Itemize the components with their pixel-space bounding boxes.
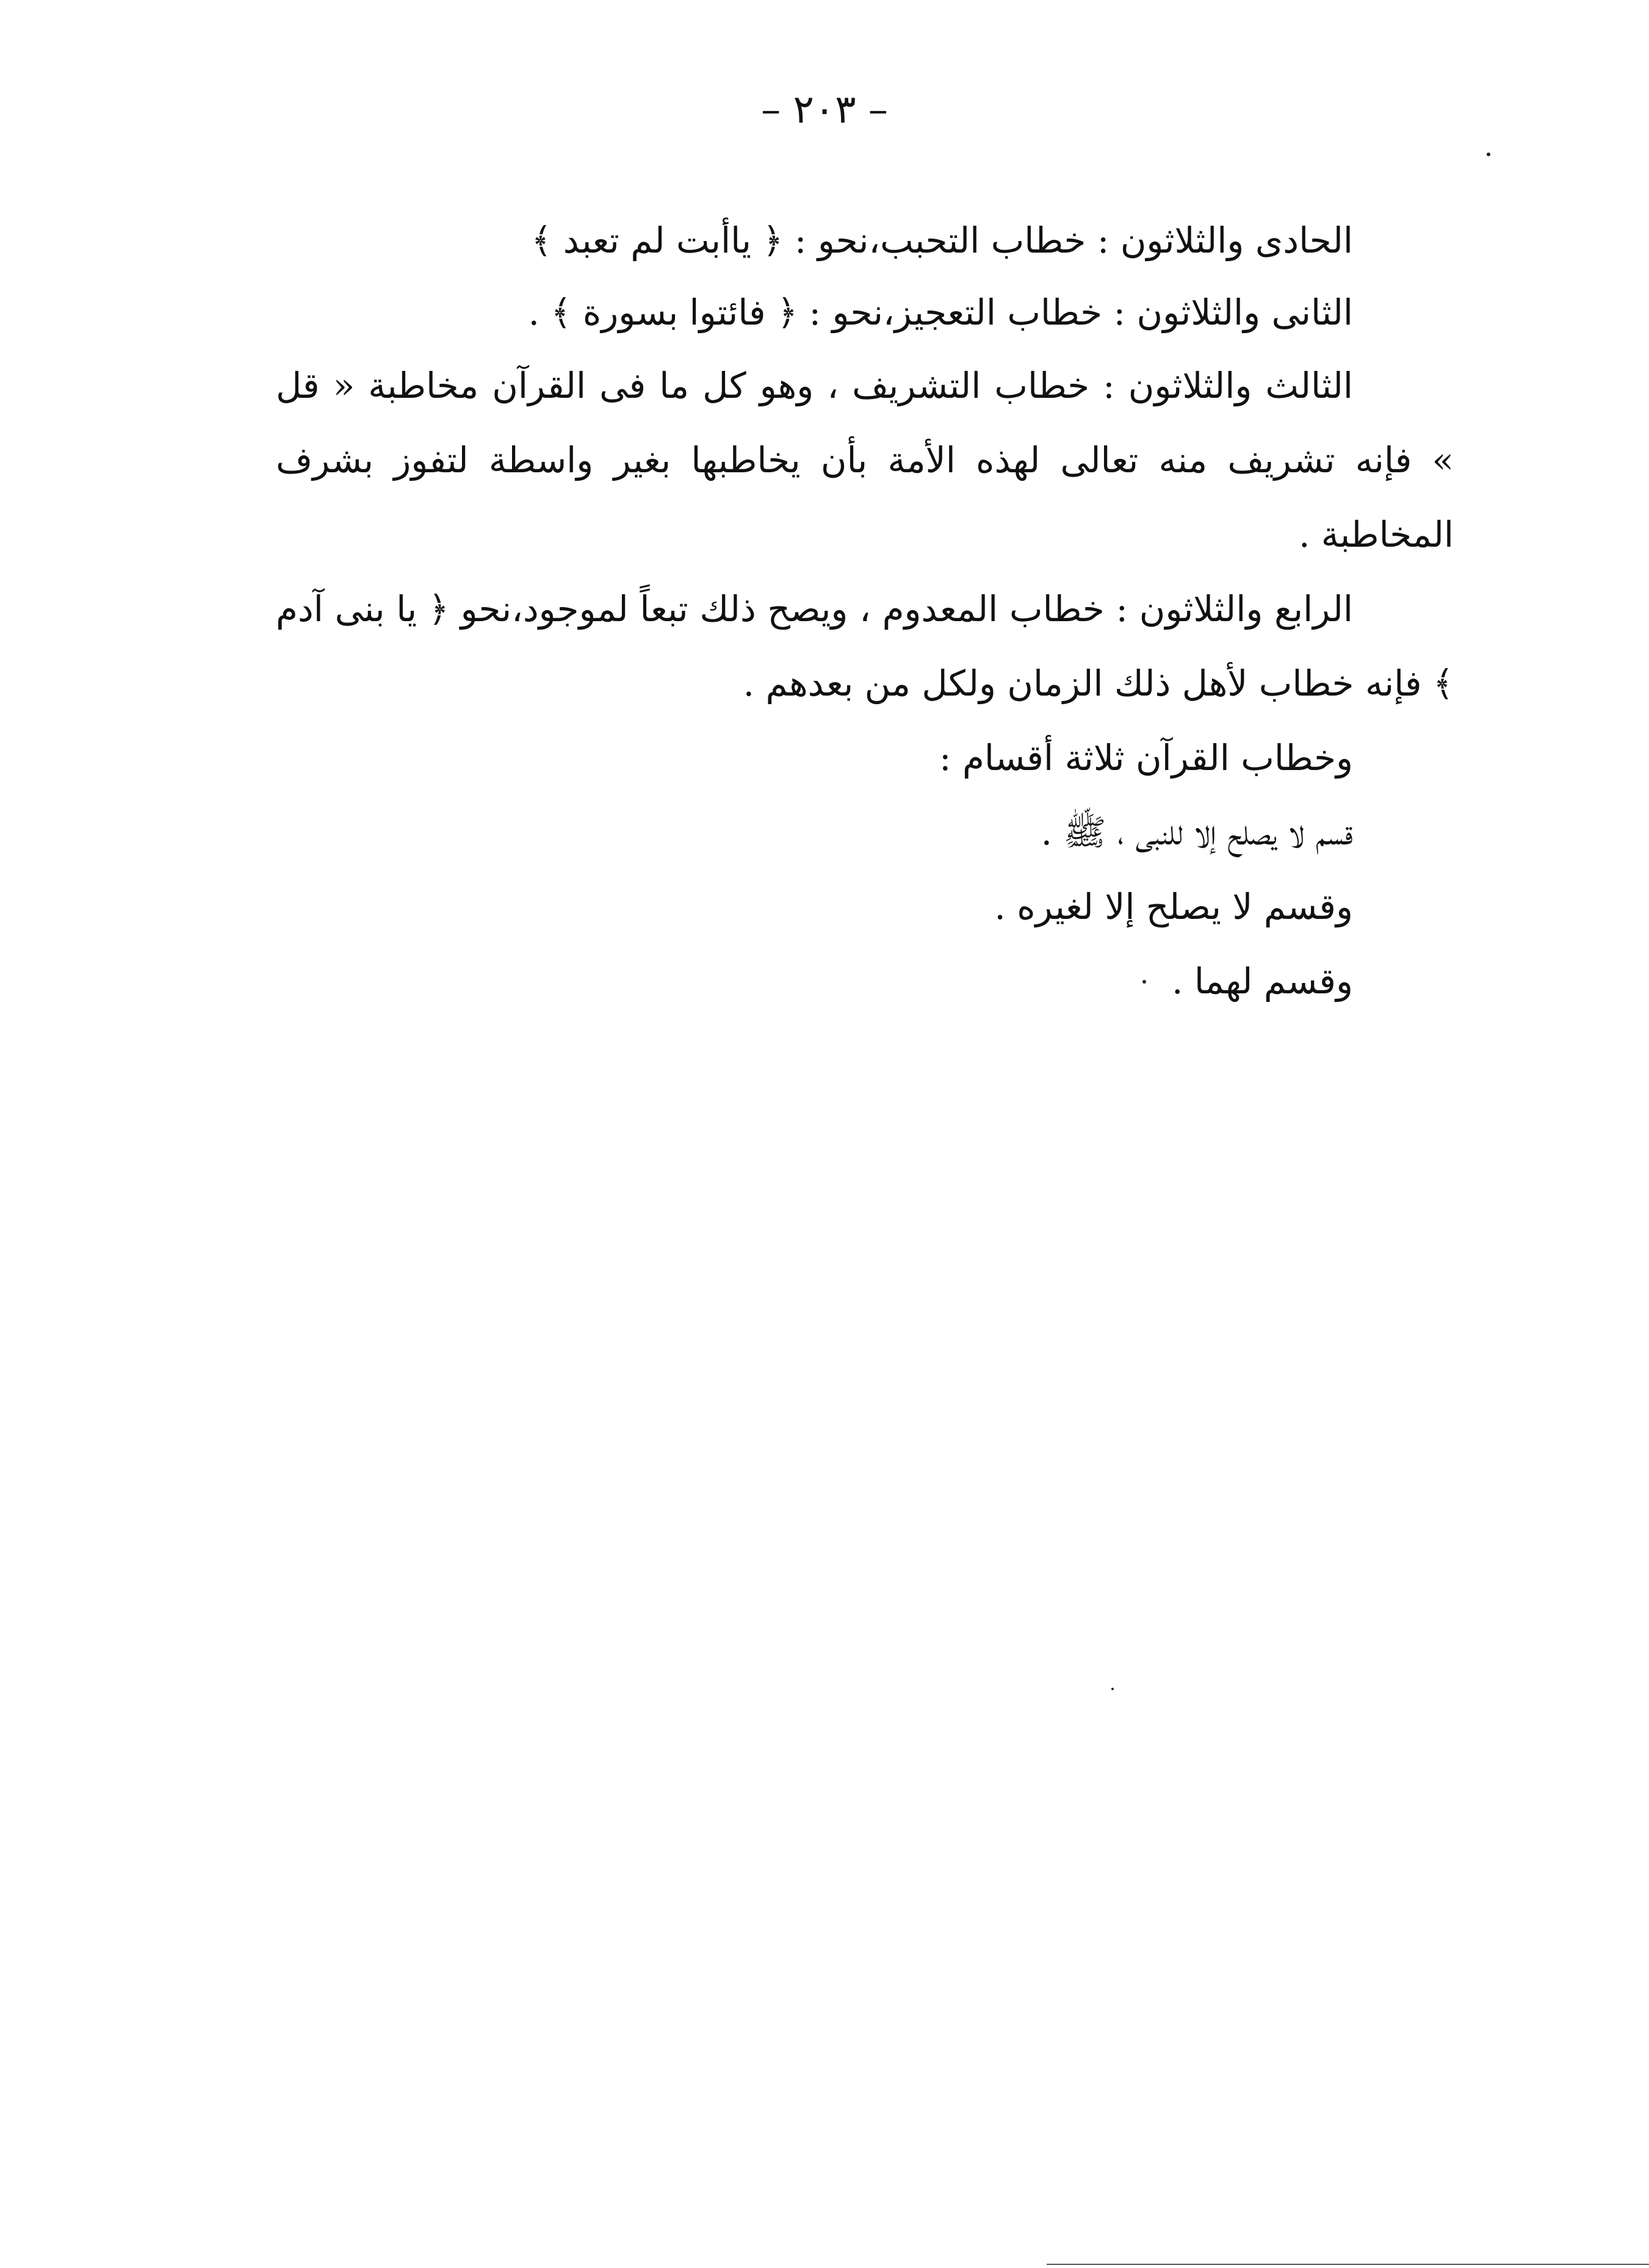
scan-speck bbox=[1487, 153, 1490, 156]
bottom-rule bbox=[1047, 2264, 1649, 2265]
section-item-prophet: قسم لا يصلح إلا للنبى ، ﷺ . bbox=[1041, 812, 1353, 853]
section-item-both: وقسم لهما . bbox=[1172, 960, 1353, 1002]
scan-speck bbox=[1142, 980, 1146, 984]
document-body bbox=[276, 204, 1454, 1018]
scan-speck bbox=[1111, 1688, 1114, 1690]
paragraph-31: الحادى والثلاثون : خطاب التحبب،نحو : ﴿ ياأبت لم تعبد ﴾ bbox=[531, 220, 1353, 261]
paragraph-32: الثانى والثلاثون : خطاب التعجيز،نحو : ﴿ فائتوا بسورة ﴾ . bbox=[528, 292, 1353, 333]
section-item-others: وقسم لا يصلح إلا لغيره . bbox=[994, 886, 1353, 927]
page-number: – ٢٠٣ – bbox=[761, 87, 888, 132]
paragraph-33: الثالث والثلاثون : خطاب التشريف ، وهو كل ما فى القرآن مخاطبة « قل » فإنه تشريف منه تعالى لهذه الأمة بأن يخاطبها بغير واسطة لتفوز بشرف المخاطبة . bbox=[276, 365, 1454, 555]
paragraph-34: الرابع والثلاثون : خطاب المعدوم ، ويصح ذلك تبعاً لموجود،نحو ﴿ يا بنى آدم ﴾ فإنه خطاب لأهل ذلك الزمان ولكل من بعدهم . bbox=[276, 588, 1454, 704]
sections-intro: وخطاب القرآن ثلاثة أقسام : bbox=[939, 737, 1353, 779]
